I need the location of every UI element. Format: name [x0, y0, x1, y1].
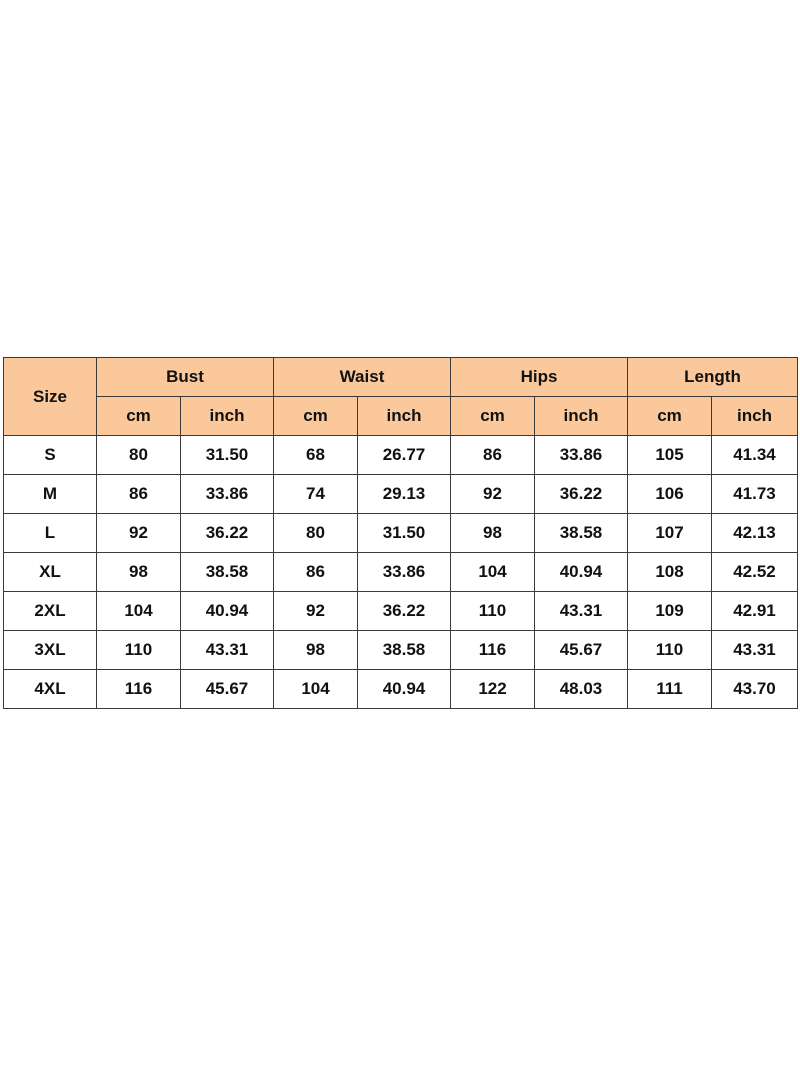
waist-cm-cell: 86 — [274, 553, 358, 592]
length-inch-cell: 41.73 — [712, 475, 798, 514]
bust-cm-cell: 104 — [97, 592, 181, 631]
hips-cm-cell: 92 — [451, 475, 535, 514]
waist-cm-cell: 80 — [274, 514, 358, 553]
waist-inch-cell: 38.58 — [358, 631, 451, 670]
length-cm-cell: 109 — [628, 592, 712, 631]
hips-inch-cell: 36.22 — [535, 475, 628, 514]
table-row — [4, 514, 798, 553]
bust-inch-cell: 33.86 — [181, 475, 274, 514]
size-cell: 2XL — [4, 592, 97, 631]
hips-cm-cell: 86 — [451, 436, 535, 475]
length-inch-cell: 42.13 — [712, 514, 798, 553]
waist-inch-header: inch — [358, 397, 451, 436]
bust-inch-cell: 40.94 — [181, 592, 274, 631]
header-row-groups — [4, 358, 798, 397]
waist-header: Waist — [274, 358, 451, 397]
length-cm-cell: 105 — [628, 436, 712, 475]
waist-cm-cell: 74 — [274, 475, 358, 514]
hips-inch-cell: 45.67 — [535, 631, 628, 670]
size-cell: S — [4, 436, 97, 475]
length-inch-cell: 41.34 — [712, 436, 798, 475]
size-header: Size — [4, 358, 97, 436]
waist-inch-cell: 31.50 — [358, 514, 451, 553]
hips-cm-cell: 122 — [451, 670, 535, 709]
bust-cm-cell: 98 — [97, 553, 181, 592]
bust-inch-cell: 31.50 — [181, 436, 274, 475]
length-inch-header: inch — [712, 397, 798, 436]
hips-inch-cell: 43.31 — [535, 592, 628, 631]
waist-inch-cell: 33.86 — [358, 553, 451, 592]
size-cell: 3XL — [4, 631, 97, 670]
bust-cm-cell: 80 — [97, 436, 181, 475]
hips-header: Hips — [451, 358, 628, 397]
table-row — [4, 631, 798, 670]
length-inch-cell: 42.91 — [712, 592, 798, 631]
bust-cm-cell: 116 — [97, 670, 181, 709]
hips-cm-cell: 110 — [451, 592, 535, 631]
table-row — [4, 436, 798, 475]
length-cm-cell: 111 — [628, 670, 712, 709]
waist-cm-cell: 98 — [274, 631, 358, 670]
size-chart-table — [3, 357, 798, 709]
size-cell: XL — [4, 553, 97, 592]
table-row — [4, 553, 798, 592]
hips-cm-header: cm — [451, 397, 535, 436]
length-header: Length — [628, 358, 798, 397]
bust-inch-cell: 38.58 — [181, 553, 274, 592]
bust-inch-header: inch — [181, 397, 274, 436]
bust-inch-cell: 45.67 — [181, 670, 274, 709]
length-inch-cell: 42.52 — [712, 553, 798, 592]
hips-inch-cell: 48.03 — [535, 670, 628, 709]
size-cell: 4XL — [4, 670, 97, 709]
hips-inch-cell: 40.94 — [535, 553, 628, 592]
hips-inch-cell: 33.86 — [535, 436, 628, 475]
table-row — [4, 670, 798, 709]
bust-cm-cell: 110 — [97, 631, 181, 670]
size-cell: M — [4, 475, 97, 514]
bust-header: Bust — [97, 358, 274, 397]
size-cell: L — [4, 514, 97, 553]
hips-cm-cell: 98 — [451, 514, 535, 553]
length-cm-cell: 106 — [628, 475, 712, 514]
hips-cm-cell: 104 — [451, 553, 535, 592]
waist-cm-cell: 68 — [274, 436, 358, 475]
bust-cm-cell: 86 — [97, 475, 181, 514]
length-cm-cell: 108 — [628, 553, 712, 592]
hips-inch-cell: 38.58 — [535, 514, 628, 553]
table-row — [4, 475, 798, 514]
length-cm-cell: 110 — [628, 631, 712, 670]
waist-cm-cell: 92 — [274, 592, 358, 631]
table-row — [4, 592, 798, 631]
length-inch-cell: 43.70 — [712, 670, 798, 709]
length-cm-cell: 107 — [628, 514, 712, 553]
hips-inch-header: inch — [535, 397, 628, 436]
length-cm-header: cm — [628, 397, 712, 436]
waist-cm-cell: 104 — [274, 670, 358, 709]
header-row-units — [4, 397, 798, 436]
bust-inch-cell: 36.22 — [181, 514, 274, 553]
waist-inch-cell: 36.22 — [358, 592, 451, 631]
hips-cm-cell: 116 — [451, 631, 535, 670]
size-table-body — [4, 436, 798, 709]
bust-cm-header: cm — [97, 397, 181, 436]
waist-inch-cell: 29.13 — [358, 475, 451, 514]
bust-cm-cell: 92 — [97, 514, 181, 553]
length-inch-cell: 43.31 — [712, 631, 798, 670]
waist-cm-header: cm — [274, 397, 358, 436]
bust-inch-cell: 43.31 — [181, 631, 274, 670]
waist-inch-cell: 40.94 — [358, 670, 451, 709]
waist-inch-cell: 26.77 — [358, 436, 451, 475]
